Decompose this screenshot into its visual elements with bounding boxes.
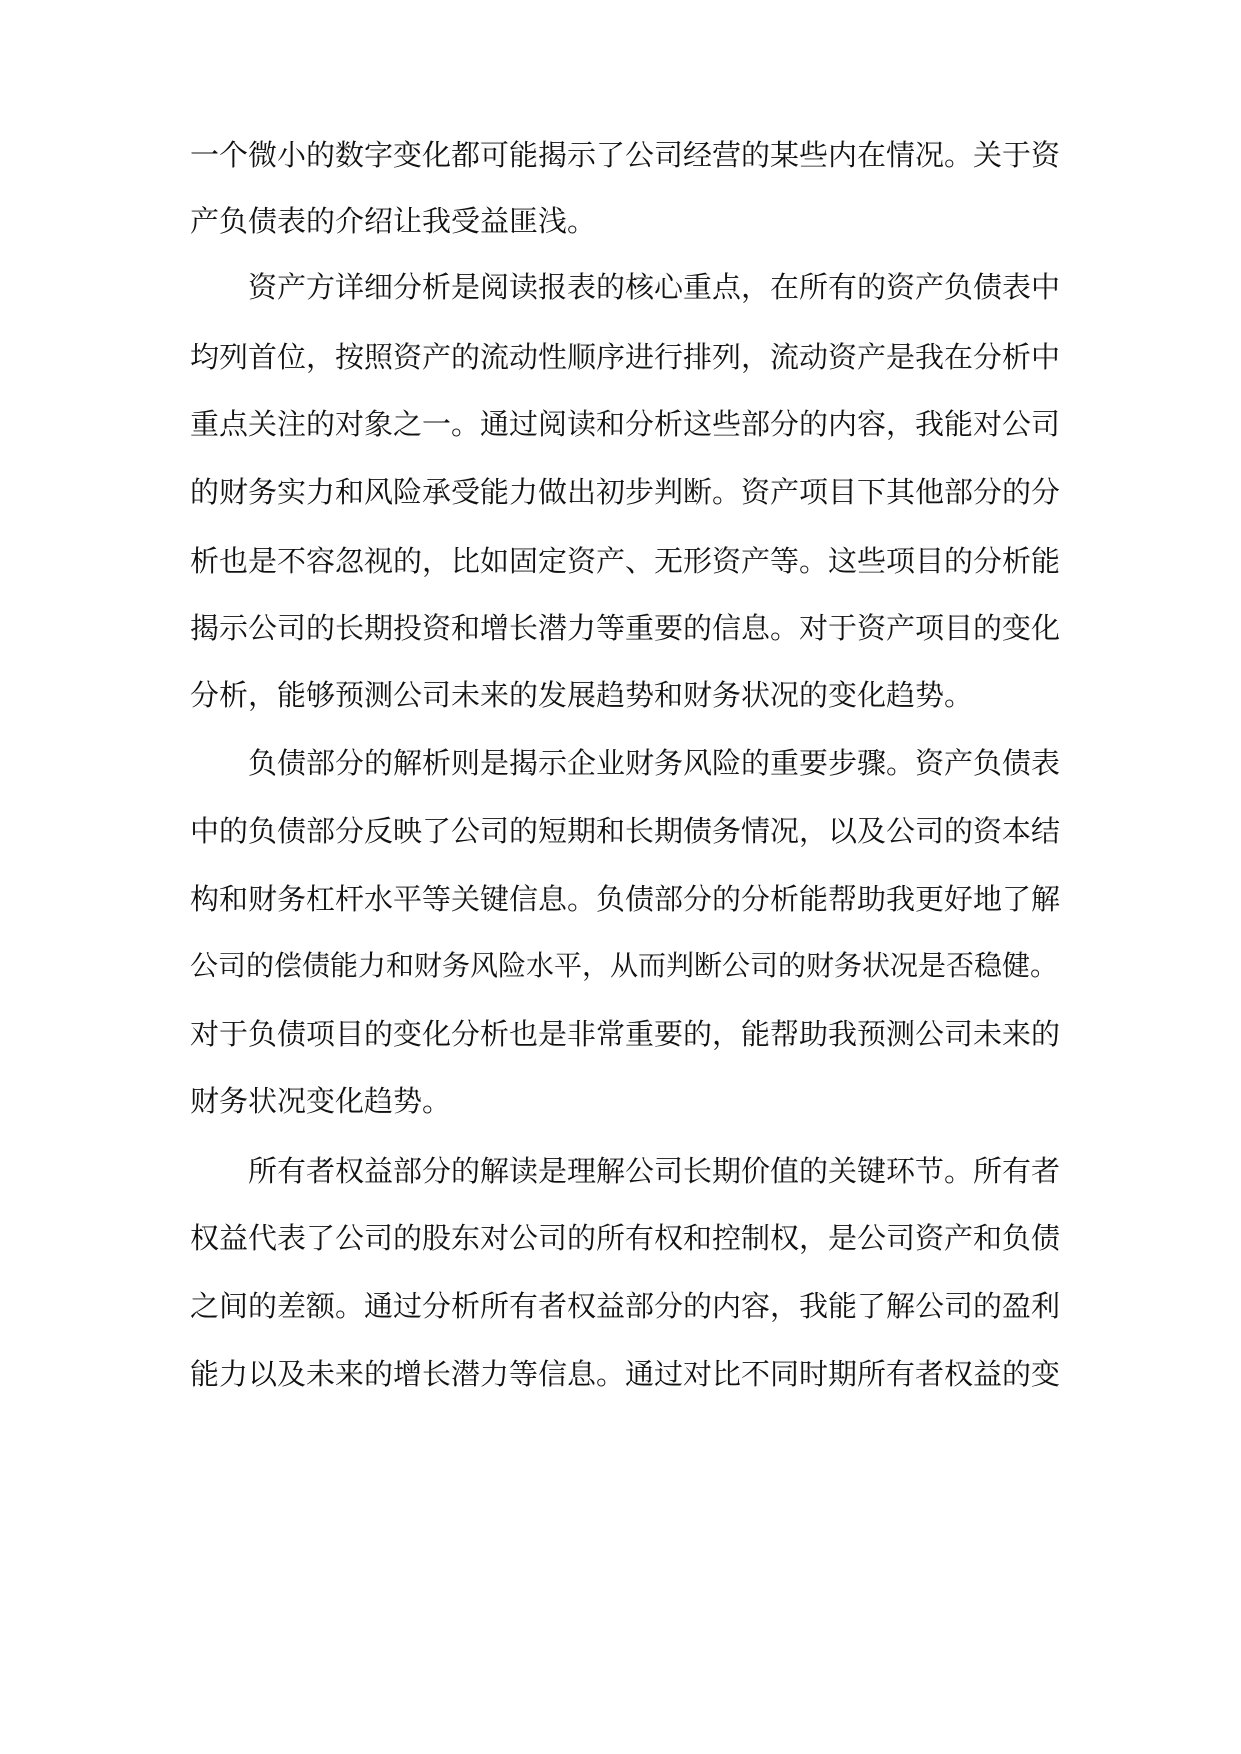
text-line: 能力以及未来的增长潜力等信息。通过对比不同时期所有者权益的变 <box>190 1357 1061 1391</box>
text-line: 的财务实力和风险承受能力做出初步判断。资产项目下其他部分的分 <box>190 475 1061 509</box>
text-line: 中的负债部分反映了公司的短期和长期债务情况，以及公司的资本结 <box>190 814 1061 848</box>
text-line: 析也是不容忽视的，比如固定资产、无形资产等。这些项目的分析能 <box>190 544 1061 578</box>
text-line: 公司的偿债能力和财务风险水平，从而判断公司的财务状况是否稳健。 <box>190 949 1059 982</box>
text-line: 揭示公司的长期投资和增长潜力等重要的信息。对于资产项目的变化 <box>190 611 1061 645</box>
text-line: 产负债表的介绍让我受益匪浅。 <box>190 204 597 238</box>
text-line: 一个微小的数字变化都可能揭示了公司经营的某些内在情况。关于资 <box>190 138 1061 172</box>
text-line: 之间的差额。通过分析所有者权益部分的内容，我能了解公司的盈利 <box>190 1289 1061 1323</box>
paragraph-first-line: 负债部分的解析则是揭示企业财务风险的重要步骤。资产负债表 <box>248 746 1061 780</box>
text-line: 构和财务杠杆水平等关键信息。负债部分的分析能帮助我更好地了解 <box>190 882 1061 916</box>
paragraph-first-line: 所有者权益部分的解读是理解公司长期价值的关键环节。所有者 <box>248 1154 1061 1188</box>
paragraph-first-line: 资产方详细分析是阅读报表的核心重点，在所有的资产负债表中 <box>248 270 1061 304</box>
text-line: 财务状况变化趋势。 <box>190 1084 452 1118</box>
text-line: 权益代表了公司的股东对公司的所有权和控制权，是公司资产和负债 <box>190 1221 1061 1255</box>
text-line: 均列首位，按照资产的流动性顺序进行排列，流动资产是我在分析中 <box>190 340 1061 374</box>
text-line: 分析，能够预测公司未来的发展趋势和财务状况的变化趋势。 <box>190 678 974 712</box>
text-line: 重点关注的对象之一。通过阅读和分析这些部分的内容，我能对公司 <box>190 407 1061 441</box>
text-line: 对于负债项目的变化分析也是非常重要的，能帮助我预测公司未来的 <box>190 1017 1061 1051</box>
